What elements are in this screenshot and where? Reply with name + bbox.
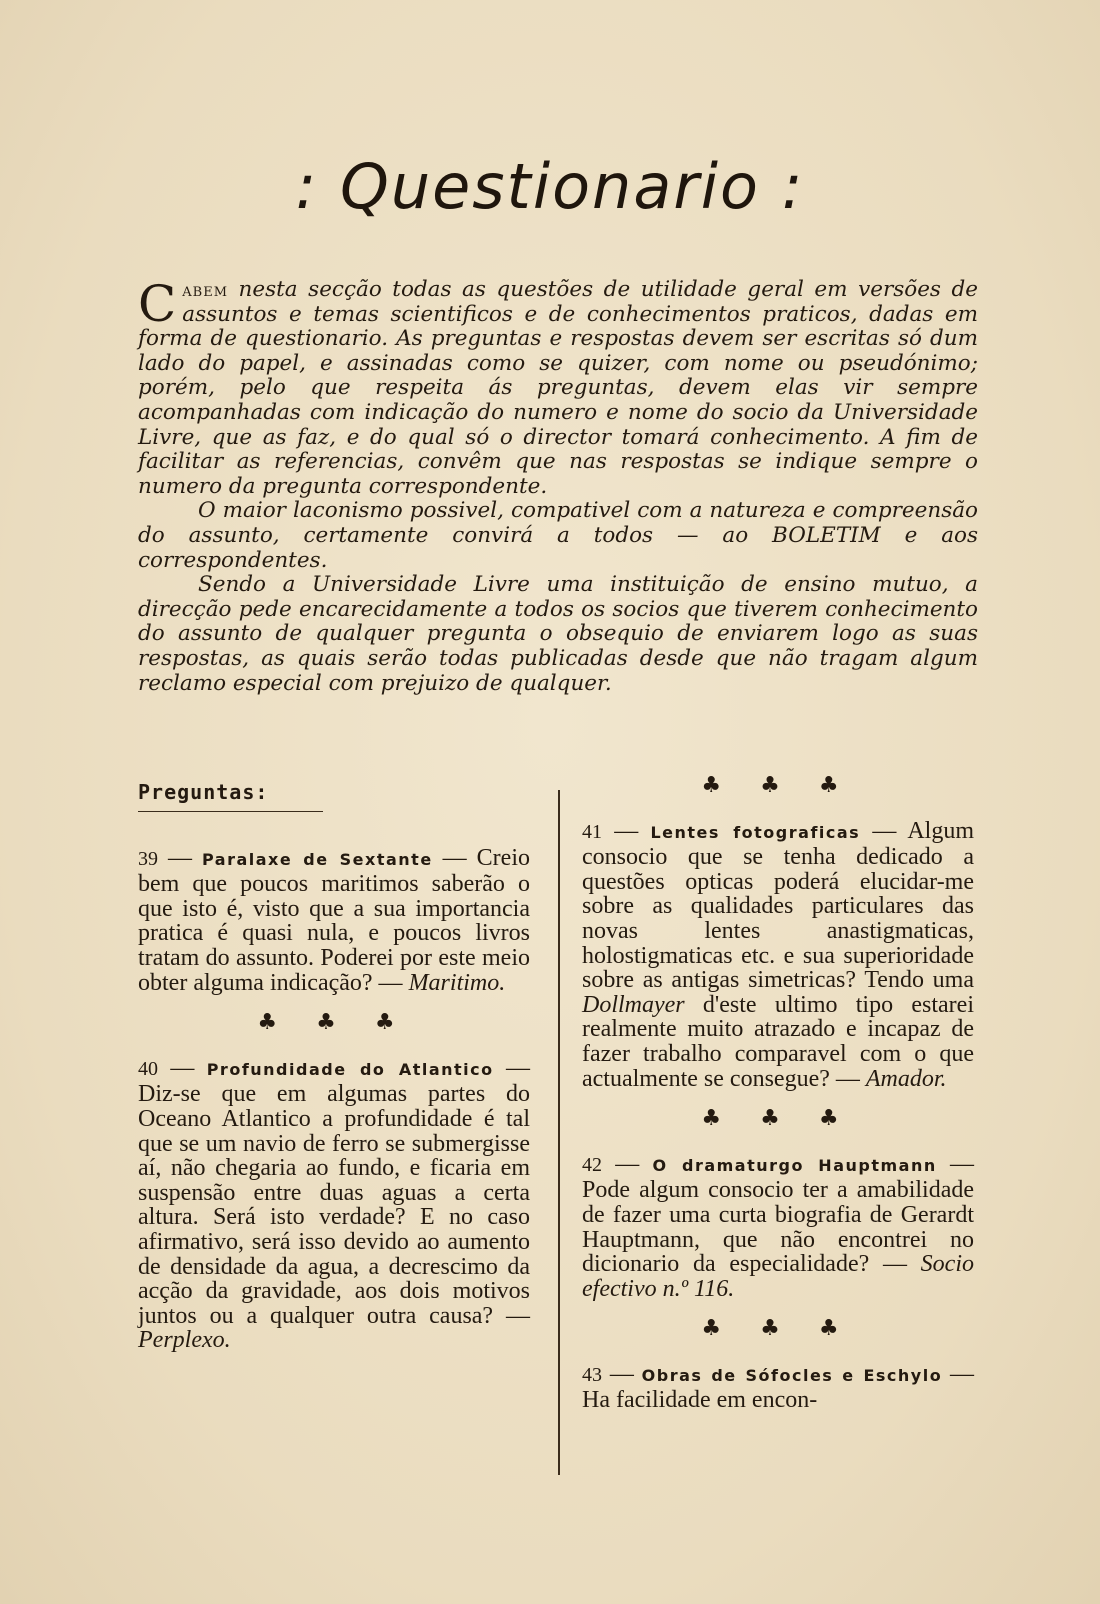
question-signature: Perplexo. — [138, 1327, 231, 1354]
left-column — [138, 780, 530, 1353]
intro-paragraph-3: Sendo a Universidade Livre uma instituição de ensino mutuo, a direcção pede encarecidamente a todos os socios que tiverem conhecimento do assunto de qualquer pregunta o obsequio de enviarem logo as suas respostas, as quais serão todas publicadas desde que não tragam algum reclamo especial com prejuizo de qualquer. — [138, 572, 978, 696]
question-number: 39 — [138, 847, 158, 870]
column-divider — [558, 790, 560, 1475]
question-heading: Obras de Sófocles e Eschylo — [641, 1365, 943, 1385]
ornament-divider: ♣ ♣ ♣ — [701, 1316, 855, 1342]
drop-cap: C — [138, 275, 177, 333]
intro-paragraph-1 — [138, 275, 978, 499]
question-40: 40 — Profundidade do Atlantico — Diz-se que em algumas partes do Oceano Atlantico a profundidade é tal que se um navio de ferro se submergisse aí, não chegaria ao fundo, e ficaria em suspensão entre duas aguas a certa altura. Será isto verdade? E no caso afirmativo, será isso devido ao aumento de densidade da agua, a decrescimo da acção da gravidade, aos dois motivos juntos ou a qualquer outra causa? — Perplexo. — [138, 1054, 531, 1354]
question-signature: Maritimo. — [408, 969, 506, 996]
question-number: 41 — [582, 820, 602, 843]
question-41: 41 — Lentes fotograficas — Algum consocio que se tenha dedicado a questões opticas poderá elucidar-me sobre as qualidades particulares das novas lentes anastigmaticas, holostigmaticas etc. e sua superioridade sobre as antigas simetricas? Tendo uma Dollmayer d'este ultimo tipo estarei realmente muito atrazado e incapaz de fazer trabalho comparavel com o que actualmente se consegue? — Amador. — [582, 817, 975, 1092]
question-body: Creio bem que poucos maritimos saberão o que isto é, visto que a sua importancia pratica é quasi nula, e poucos livros tratam do assunto. Poderei por este meio obter alguma indicação? — — [138, 844, 530, 996]
question-number: 40 — [138, 1057, 158, 1080]
question-heading: Paralaxe de Sextante — [201, 849, 433, 869]
question-heading: Profundidade do Atlantico — [206, 1059, 494, 1079]
question-number: 43 — [582, 1363, 602, 1386]
right-column — [582, 773, 975, 1414]
question-body: Pode algum consocio ter a amabilidade de fazer uma curta biografia de Gerardt Hauptmann, que não encontrei no dicionario da especialidade? — — [582, 1177, 974, 1278]
question-heading: Lentes fotograficas — [650, 822, 861, 842]
question-43: 43 — Obras de Sófocles e Eschylo — Ha facilidade em encon- — [582, 1360, 975, 1414]
question-heading: O dramaturgo Hauptmann — [652, 1155, 937, 1175]
section-heading: Preguntas: — [138, 780, 323, 812]
question-signature: Amador. — [865, 1065, 947, 1092]
question-39: 39 — Paralaxe de Sextante — Creio bem que poucos maritimos saberão o que isto é, visto que a sua importancia pratica é quasi nula, e poucos livros tratam do assunto. Poderei por este meio obter alguma indicação? — Maritimo. — [138, 844, 530, 996]
intro-text — [138, 275, 978, 696]
intro-p1-text: nesta secção todas as questões de utilidade geral em versões de assuntos e temas scientificos e de conhecimentos praticos, dadas em forma de questionario. As preguntas e respostas devem ser escritas só dum lado do papel, e assinadas como se quizer, com nome ou pseudónimo; porém, pelo que respeita ás preguntas, devem elas vir sempre acompanhadas com indicação do numero e nome do socio da Universidade Livre, que as faz, e do qual só o director tomará conhecimento. A fim de facilitar as referencias, convêm que nas respostas se indique sempre o numero da pregunta correspondente. — [138, 277, 978, 499]
question-body: Algum consocio que se tenha dedicado a questões opticas poderá elucidar-me sobre as qualidades particulares das novas lentes anastigmaticas, holostigmaticas etc. e sua superioridade sobre as antigas simetricas? Tendo uma — [582, 817, 975, 994]
question-42: 42 — O dramaturgo Hauptmann — Pode algum consocio ter a amabilidade de fazer uma curta biografia de Gerardt Hauptmann, que não encontrei no dicionario da especialidade? — Socio efectivo n.º 116. — [582, 1150, 975, 1302]
question-body-cont: d'este ultimo tipo estarei realmente muito atrazado e incapaz de fazer trabalho comparavel com o que actualmente se consegue? — — [582, 991, 974, 1092]
ornament-divider: ♣ ♣ ♣ — [257, 1010, 411, 1036]
question-italic-word: Dollmayer — [582, 991, 685, 1018]
intro-lead-word: abem — [182, 279, 229, 301]
intro-paragraph-2: O maior laconismo possivel, compativel com a natureza e compreensão do assunto, certamente convirá a todos — ao BOLETIM e aos correspondentes. — [138, 498, 978, 573]
ornament-divider: ♣ ♣ ♣ — [701, 773, 855, 798]
question-signature: Socio efectivo n.º 116. — [582, 1251, 974, 1302]
question-body: Diz-se que em algumas partes do Oceano Atlantico a profundidade é tal que se um navio de ferro se submergisse aí, não chegaria ao fundo, e ficaria em suspensão entre duas aguas a certa altura. Será isto verdade? E no caso afirmativo, será isso devido ao aumento de densidade da agua, a decrescimo da acção da gravidade, aos dois motivos juntos ou a qualquer outra causa? — — [138, 1081, 530, 1329]
question-number: 42 — [582, 1153, 602, 1176]
question-body: Ha facilidade em encon- — [582, 1387, 818, 1414]
page-title: : Questionario : — [295, 150, 805, 223]
ornament-divider: ♣ ♣ ♣ — [701, 1106, 855, 1132]
